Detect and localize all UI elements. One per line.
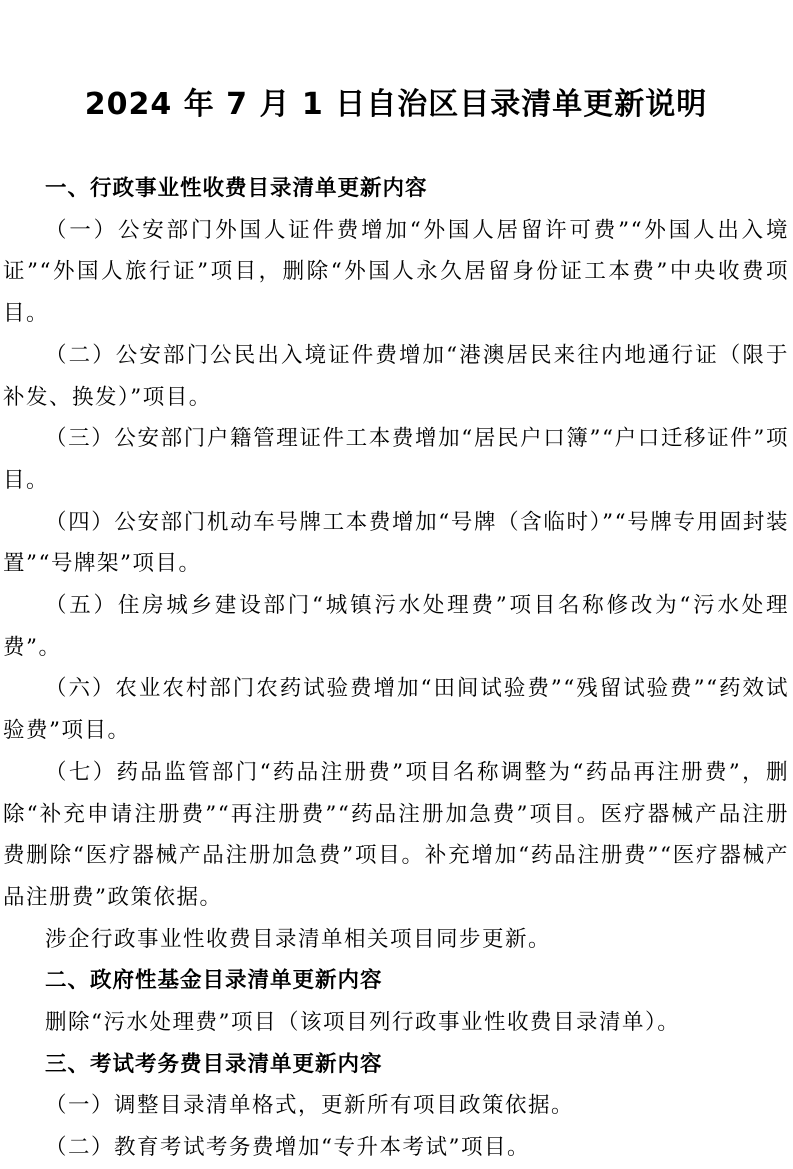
paragraph: 删除“污水处理费”项目（该项目列行政事业性收费目录清单）。 <box>45 1010 681 1036</box>
section-government-funds <box>3 960 789 1043</box>
section-heading: 二、政府性基金目录清单更新内容 <box>45 968 383 994</box>
section-exam-fees <box>3 1044 789 1169</box>
section-heading: 一、行政事业性收费目录清单更新内容 <box>45 176 428 201</box>
paragraph: （三）公安部门户籍管理证件工本费增加“居民户口簿”“户口迁移证件”项目。 <box>3 426 789 493</box>
document-title: 2024 年 7 月 1 日自治区目录清单更新说明 <box>84 87 708 122</box>
paragraph: （五）住房城乡建设部门“城镇污水处理费”项目名称修改为“污水处理费”。 <box>3 593 789 660</box>
paragraph: （二）公安部门公民出入境证件费增加“港澳居民来往内地通行证（限于补发、换发）”项目。 <box>3 342 789 410</box>
paragraph: （六）农业农村部门农药试验费增加“田间试验费”“残留试验费”“药效试验费”项目。 <box>3 676 789 744</box>
paragraph: （二）教育考试考务费增加“专升本考试”项目。 <box>45 1135 530 1161</box>
paragraph: （四）公安部门机动车号牌工本费增加“号牌（含临时）”“号牌专用固封装置”“号牌架”项目。 <box>3 509 789 577</box>
paragraph: 涉企行政事业性收费目录清单相关项目同步更新。 <box>45 926 552 952</box>
section-heading: 三、考试考务费目录清单更新内容 <box>45 1051 383 1077</box>
section-administrative-fees <box>3 168 789 960</box>
paragraph: （七）药品监管部门“药品注册费”项目名称调整为“药品再注册费”，删除“补充申请注册费”“再注册费”“药品注册加急费”项目。医疗器械产品注册费删除“医疗器械产品注册加急费”项目。补充增加“药品注册费”“医疗器械产品注册费”政策依据。 <box>3 759 789 910</box>
paragraph: （一）公安部门外国人证件费增加“外国人居留许可费”“外国人出入境证”“外国人旅行证”项目，删除“外国人永久居留身份证工本费”中央收费项目。 <box>3 217 789 327</box>
paragraph: （一）调整目录清单格式，更新所有项目政策依据。 <box>45 1093 575 1119</box>
